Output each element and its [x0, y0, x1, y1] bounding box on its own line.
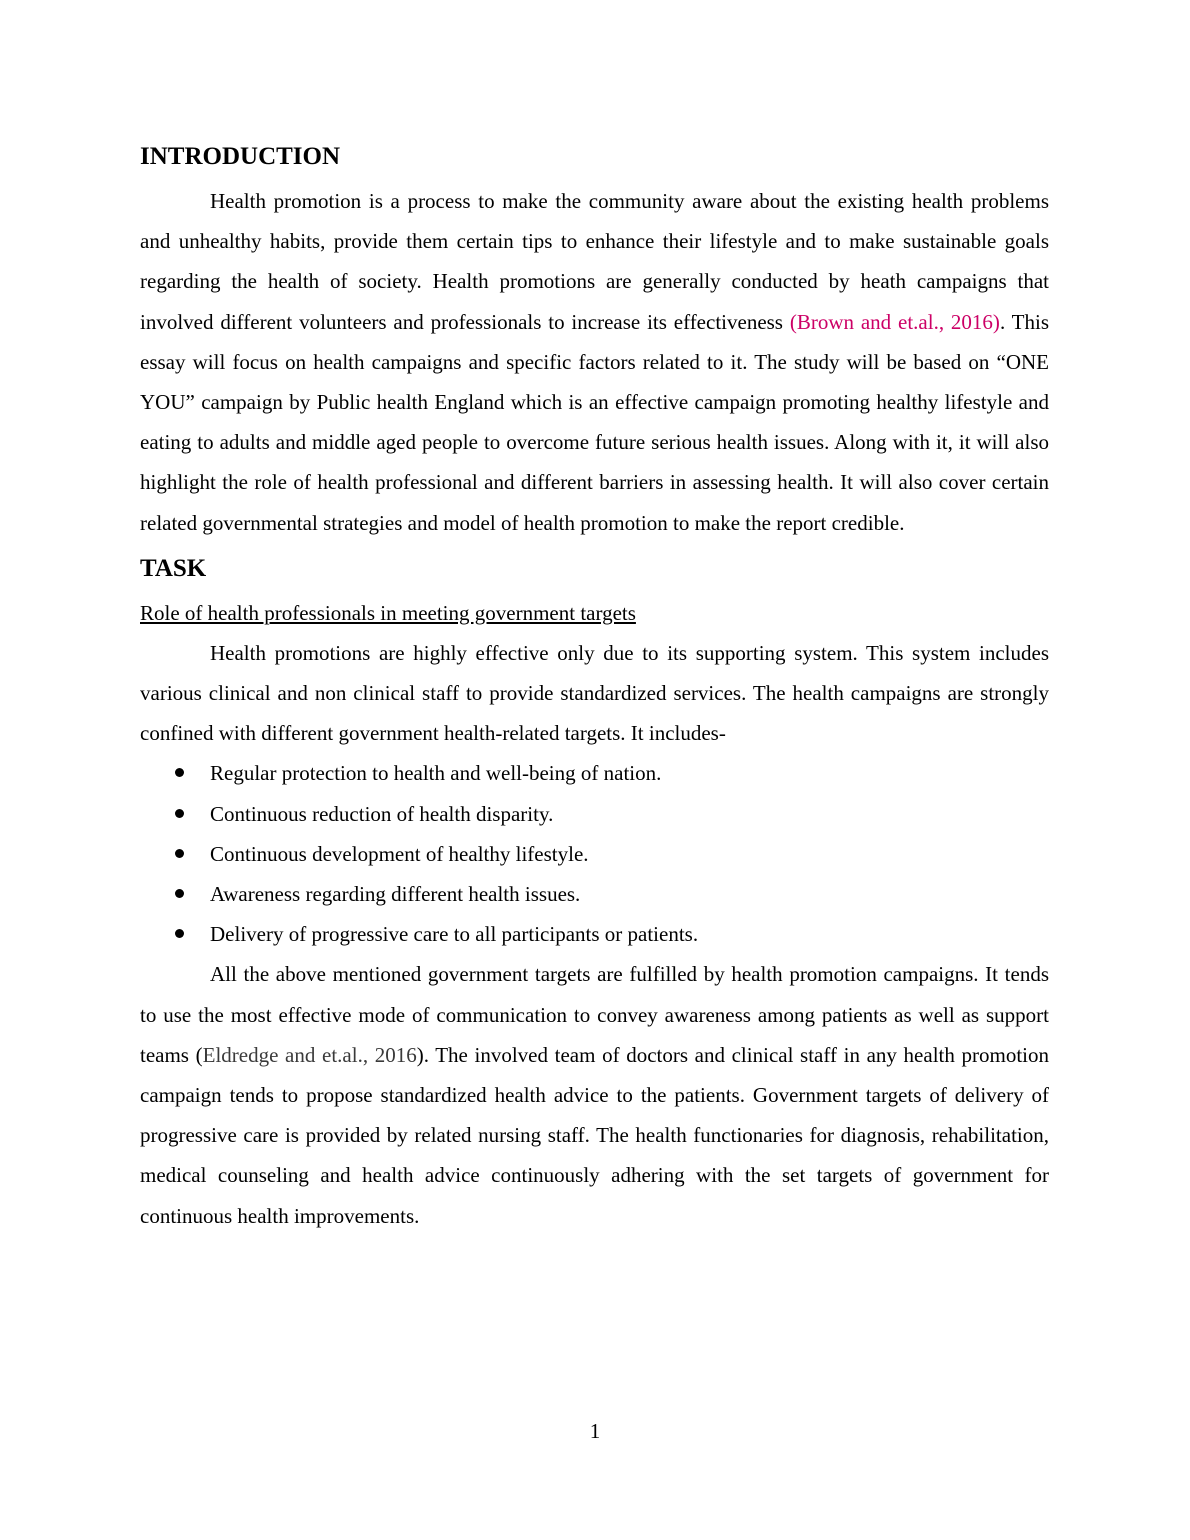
list-item-text: Continuous development of healthy lifestyle.: [210, 841, 589, 866]
bullet-icon: [175, 849, 184, 858]
document-page: [140, 140, 1049, 1236]
intro-text-part-2: . This essay will focus on health campaigns and specific factors related to it. The study will be based on “ONE YOU” campaign by Public health England which is an effective campaign promoting healthy lifestyle and eating to adults and middle aged people to overcome future serious health issues. Along with it, it will also highlight the role of health professional and different barriers in assessing health. It will also cover certain related governmental strategies and model of health promotion to make the report credible.: [140, 309, 1049, 535]
citation-eldredge: Eldredge and et.al., 2016: [202, 1042, 417, 1067]
task-subheading: Role of health professionals in meeting government targets: [140, 600, 636, 625]
targets-list: [140, 753, 1049, 954]
bullet-icon: [175, 809, 184, 818]
task-text-part-1: All the above mentioned government targets are fulfilled by health promotion campaigns. It tends to use the most effective mode of communication to convey awareness among patients as well as support teams (: [140, 962, 1049, 1067]
list-item: [140, 874, 1049, 914]
task-heading: TASK: [140, 554, 207, 582]
task-text-part-2: ). The involved team of doctors and clinical staff in any health promotion campaign tends to propose standardized health advice to the patients. Government targets of delivery of progressive care is provided by related nursing staff. The health functionaries for diagnosis, rehabilitation, medical counseling and health advice continuously adhering with the set targets of government for continuous health improvements.: [140, 1042, 1049, 1228]
task-paragraph-2: [140, 954, 1049, 1235]
bullet-icon: [175, 889, 184, 898]
list-item-text: Delivery of progressive care to all participants or patients.: [210, 922, 699, 947]
list-item: [140, 834, 1049, 874]
list-item-text: Continuous reduction of health disparity.: [210, 801, 554, 826]
list-item: [140, 794, 1049, 834]
introduction-heading: INTRODUCTION: [140, 143, 341, 170]
introduction-paragraph: [140, 181, 1049, 543]
list-item: [140, 753, 1049, 793]
task-paragraph-1: Health promotions are highly effective only due to its supporting system. This system includes various clinical and non clinical staff to provide standardized services. The health campaigns are strongly confined with different government health-related targets. It includes-: [140, 640, 1049, 746]
bullet-icon: [175, 929, 184, 938]
page-number: 1: [589, 1419, 601, 1443]
list-item-text: Awareness regarding different health issues.: [210, 882, 581, 907]
citation-brown: (Brown and et.al., 2016): [789, 309, 1000, 334]
list-item: [140, 914, 1049, 954]
bullet-icon: [175, 768, 184, 777]
intro-text-part-1: Health promotion is a process to make the community aware about the existing health problems and unhealthy habits, provide them certain tips to enhance their lifestyle and to make sustainable goals regarding the health of society. Health promotions are generally conducted by heath campaigns that involved different volunteers and professionals to increase its effectiveness: [140, 189, 1049, 334]
list-item-text: Regular protection to health and well-being of nation.: [210, 761, 662, 786]
